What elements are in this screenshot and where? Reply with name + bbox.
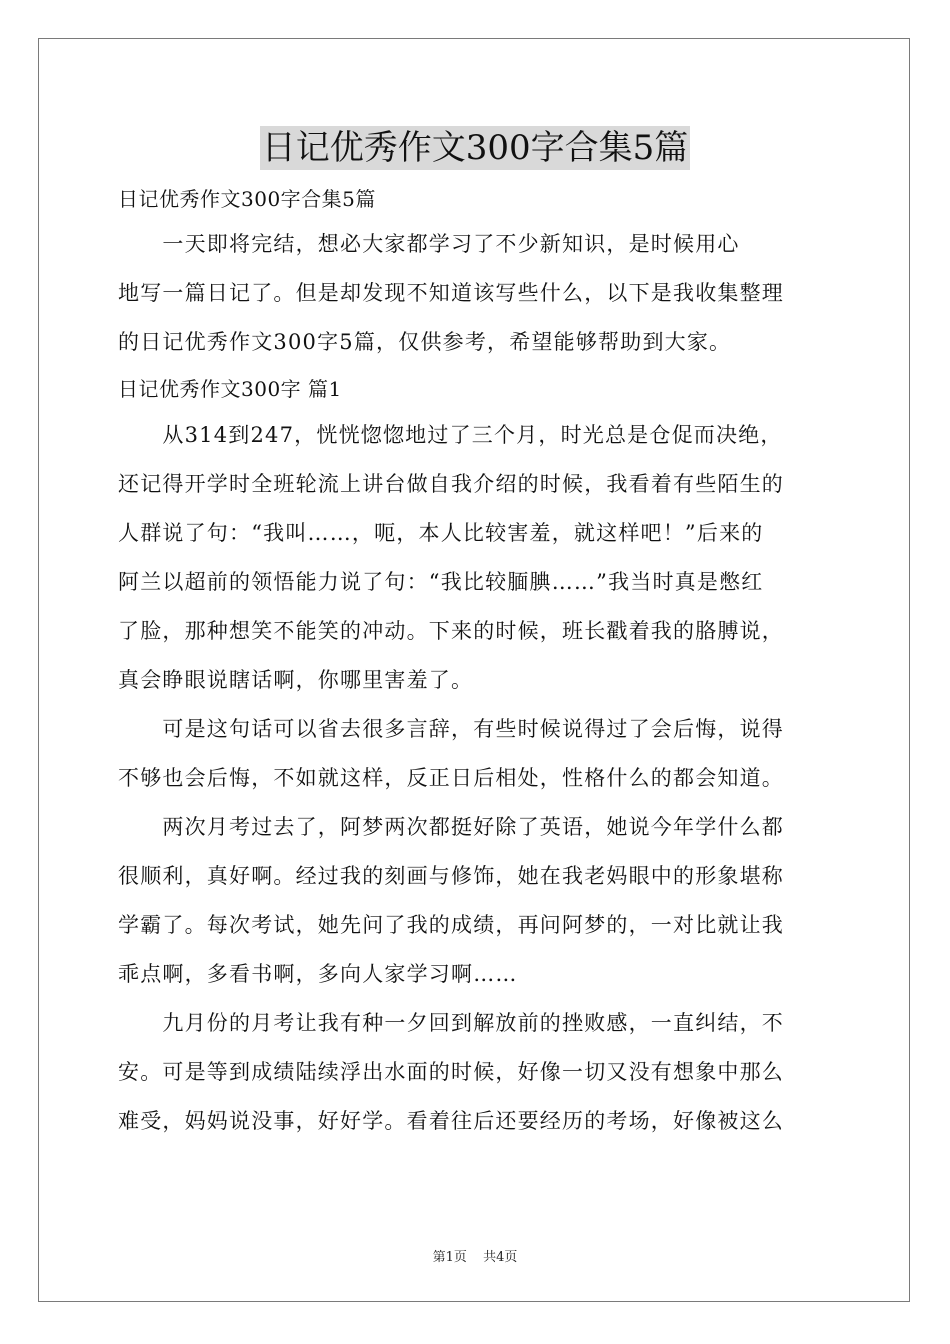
text-line: 阿兰以超前的领悟能力说了句：“我比较腼腆……”我当时真是憋红 xyxy=(118,570,764,594)
text-line: 九月份的月考让我有种一夕回到解放前的挫败感，一直纠结，不 xyxy=(118,1011,784,1035)
document-body xyxy=(118,178,836,1146)
page-number: 第1页 xyxy=(432,1250,467,1265)
page-total: 共4页 xyxy=(483,1250,518,1265)
text-line: 从314到247，恍恍惚惚地过了三个月，时光总是仓促而决绝， xyxy=(118,423,783,447)
text-line: 学霸了。每次考试，她先问了我的成绩，再问阿梦的，一对比就让我 xyxy=(118,913,784,937)
text-line: 了脸，那种想笑不能笑的冲动。下来的时候，班长戳着我的胳膊说， xyxy=(118,619,784,643)
text-line: 两次月考过去了，阿梦两次都挺好除了英语，她说今年学什么都 xyxy=(118,815,784,839)
document-subtitle: 日记优秀作文300字合集5篇 xyxy=(118,187,376,211)
text-line: 安。可是等到成绩陆续浮出水面的时候，好像一切又没有想象中那么 xyxy=(118,1060,784,1084)
text-line: 不够也会后悔，不如就这样，反正日后相处，性格什么的都会知道。 xyxy=(118,766,784,790)
text-line: 很顺利，真好啊。经过我的刻画与修饰，她在我老妈眼中的形象堪称 xyxy=(118,864,784,888)
text-line: 地写一篇日记了。但是却发现不知道该写些什么，以下是我收集整理 xyxy=(118,281,784,305)
paragraph-2 xyxy=(118,705,836,803)
intro-paragraph xyxy=(118,220,836,367)
document-title: 日记优秀作文300字合集5篇 xyxy=(261,128,689,168)
text-line: 人群说了句：“我叫……，呃，本人比较害羞，就这样吧！”后来的 xyxy=(118,521,764,545)
paragraph-4 xyxy=(118,999,836,1146)
text-line: 的日记优秀作文300字5篇，仅供参考，希望能够帮助到大家。 xyxy=(118,330,732,354)
text-line: 乖点啊，多看书啊，多向人家学习啊…… xyxy=(118,962,518,986)
title-container xyxy=(0,126,950,170)
paragraph-1 xyxy=(118,411,836,705)
text-line: 还记得开学时全班轮流上讲台做自我介绍的时候，我看着有些陌生的 xyxy=(118,472,784,496)
text-line: 一天即将完结，想必大家都学习了不少新知识，是时候用心 xyxy=(118,232,740,256)
paragraph-3 xyxy=(118,803,836,999)
page-footer xyxy=(0,1246,950,1265)
section-heading: 日记优秀作文300字 篇1 xyxy=(118,377,342,401)
text-line: 难受，妈妈说没事，好好学。看着往后还要经历的考场，好像被这么 xyxy=(118,1109,784,1133)
text-line: 真会睁眼说瞎话啊，你哪里害羞了。 xyxy=(118,668,474,692)
text-line: 可是这句话可以省去很多言辞，有些时候说得过了会后悔，说得 xyxy=(118,717,784,741)
